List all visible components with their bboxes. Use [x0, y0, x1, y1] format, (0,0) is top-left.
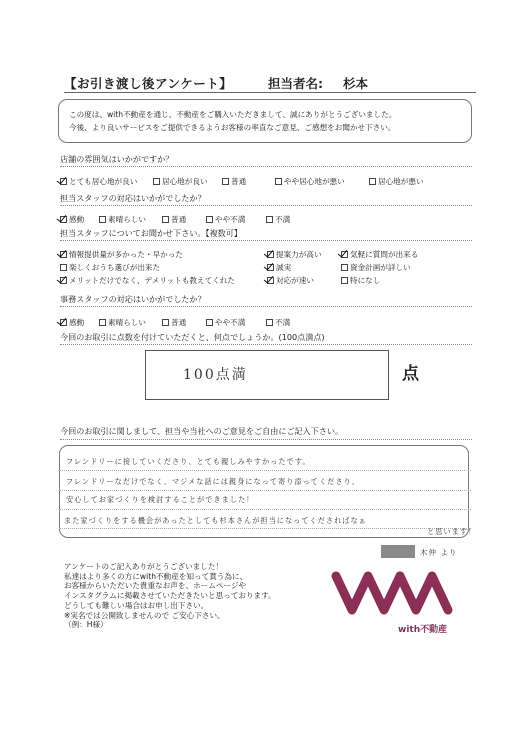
q5-divider	[60, 344, 472, 345]
q3-option[interactable]: 特になし	[341, 275, 380, 286]
q4-option[interactable]: 感動	[60, 317, 84, 328]
checkbox[interactable]	[153, 178, 160, 185]
closing-message	[64, 562, 276, 630]
checkbox[interactable]	[60, 319, 67, 326]
staff-label: 担当者名:	[268, 76, 323, 91]
closing-line: 私達はより多くの方にwith不動産を知って貰う為に、	[64, 571, 248, 581]
q3-divider	[60, 240, 472, 241]
q2-divider	[60, 205, 472, 206]
ruled-line	[59, 528, 471, 529]
checkbox[interactable]	[369, 178, 376, 185]
checkbox[interactable]	[341, 264, 348, 271]
checkbox[interactable]	[267, 277, 274, 284]
comments-divider	[60, 439, 472, 440]
comment-line-3: 安心してお家づくりを検討することができました！	[66, 495, 255, 504]
intro-line-1: この度は、with不動産を通じ、不動産をご購入いただきまして、誠にありがとうございました。	[69, 110, 397, 119]
q1-option[interactable]: 普通	[222, 176, 246, 187]
score-input-box[interactable]	[145, 350, 389, 400]
q2-option[interactable]: やや不満	[206, 214, 245, 225]
comment-line-5: と思います！	[427, 527, 477, 536]
checkbox[interactable]	[60, 251, 67, 258]
q3-option[interactable]: 楽しくおうち選びが出来た	[60, 262, 160, 273]
logo-text: with不動産	[398, 625, 448, 635]
closing-line: お客様からいただいた貴重なお声を、ホームページや	[64, 581, 247, 591]
checkbox[interactable]	[60, 277, 67, 284]
q3-option[interactable]: 資金計画が詳しい	[341, 262, 411, 273]
checkbox[interactable]	[341, 251, 348, 258]
ruled-line	[59, 490, 471, 491]
signature: 木仲 より	[420, 548, 458, 557]
checkbox[interactable]	[60, 264, 67, 271]
comment-line-4: また家づくりをする機会があったとしても杉本さんが担当になってくださればなぁ	[64, 516, 367, 525]
q1-option[interactable]: とても居心地が良い	[60, 176, 137, 187]
closing-line: どうしても難しい場合はお申し出下さい。	[64, 600, 209, 610]
comment-line-2: フレンドリーなだけでなく、マジメな話には親身になって寄り添ってくださり、	[66, 477, 360, 486]
checkbox[interactable]	[341, 277, 348, 284]
checkbox[interactable]	[162, 319, 169, 326]
q1-label: 店舗の雰囲気はいかがですか？	[60, 154, 174, 164]
redacted-name	[381, 545, 415, 558]
closing-line: （例：H様）	[64, 620, 108, 630]
survey-title: 【お引き渡し後アンケート】	[64, 76, 233, 91]
logo-w-stroke	[336, 576, 400, 610]
checkbox[interactable]	[99, 216, 106, 223]
q5-label: 今回のお取引に点数を付けていただくと、何点でしょうか。(100点満点)	[60, 332, 325, 342]
q4-option[interactable]: やや不満	[206, 317, 245, 328]
score-unit: 点	[402, 364, 419, 384]
checkbox[interactable]	[267, 251, 274, 258]
closing-line: アンケートのご記入ありがとうございました！	[64, 562, 224, 571]
score-handwritten: 100点満	[183, 367, 248, 383]
staff-name: 杉本	[343, 76, 369, 91]
comment-line-1: フレンドリーに接していくださり、とても親しみやすかったです。	[66, 457, 311, 466]
q4-divider	[60, 306, 472, 307]
checkbox[interactable]	[266, 319, 273, 326]
ruled-line	[59, 470, 471, 471]
title-underline	[64, 92, 476, 93]
q4-label: 事務スタッフの対応はいかがでしたか？	[60, 294, 206, 304]
q4-option[interactable]: 不満	[266, 317, 290, 328]
q1-option[interactable]: やや居心地が悪い	[275, 176, 345, 187]
q3-option[interactable]: 提案力が高い	[267, 249, 322, 260]
checkbox[interactable]	[206, 319, 213, 326]
intro-box	[58, 99, 472, 143]
q3-option[interactable]: 対応が速い	[267, 275, 314, 286]
comments-label: 今回のお取引に関しまして、担当や当社へのご意見をご自由にご記入下さい。	[60, 426, 344, 436]
q4-option[interactable]: 素晴らしい	[99, 317, 146, 328]
checkbox[interactable]	[206, 216, 213, 223]
q1-divider	[60, 166, 472, 167]
q2-label: 担当スタッフの対応はいかがでしたか？	[60, 193, 206, 203]
q2-option[interactable]: 素晴らしい	[99, 214, 146, 225]
q1-option[interactable]: 居心地が悪い	[369, 176, 424, 187]
q2-option[interactable]: 感動	[60, 214, 84, 225]
q2-option[interactable]: 普通	[162, 214, 186, 225]
checkbox[interactable]	[60, 178, 67, 185]
closing-line: ※実名では公開致しませんので ご安心下さい。	[64, 610, 225, 620]
with-logo-mark	[330, 568, 460, 618]
checkbox[interactable]	[99, 319, 106, 326]
closing-line: インスタグラムに掲載させていただきたいと思っております。	[64, 591, 276, 601]
checkbox[interactable]	[267, 264, 274, 271]
checkbox[interactable]	[266, 216, 273, 223]
checkbox[interactable]	[60, 216, 67, 223]
q1-option[interactable]: 居心地が良い	[153, 176, 208, 187]
ruled-line	[59, 509, 471, 510]
logo-m-stroke	[400, 576, 448, 610]
intro-line-2: 今後、より良いサービスをご提供できるようお客様の率直なご意見、ご感想をお聞かせ下さい。	[69, 123, 396, 132]
q3-option[interactable]: メリットだけでなく、デメリットも教えてくれた	[60, 275, 235, 286]
q3-option[interactable]: 情報提供量が多かった・早かった	[60, 249, 183, 260]
checkbox[interactable]	[275, 178, 282, 185]
q3-option[interactable]: 誠実	[267, 262, 291, 273]
q3-option[interactable]: 気軽に質問が出来る	[341, 249, 418, 260]
q3-label: 担当スタッフについてお聞かせ下さい。【複数可】	[60, 228, 242, 238]
q4-option[interactable]: 普通	[162, 317, 186, 328]
checkbox[interactable]	[162, 216, 169, 223]
q2-option[interactable]: 不満	[266, 214, 290, 225]
checkbox[interactable]	[222, 178, 229, 185]
